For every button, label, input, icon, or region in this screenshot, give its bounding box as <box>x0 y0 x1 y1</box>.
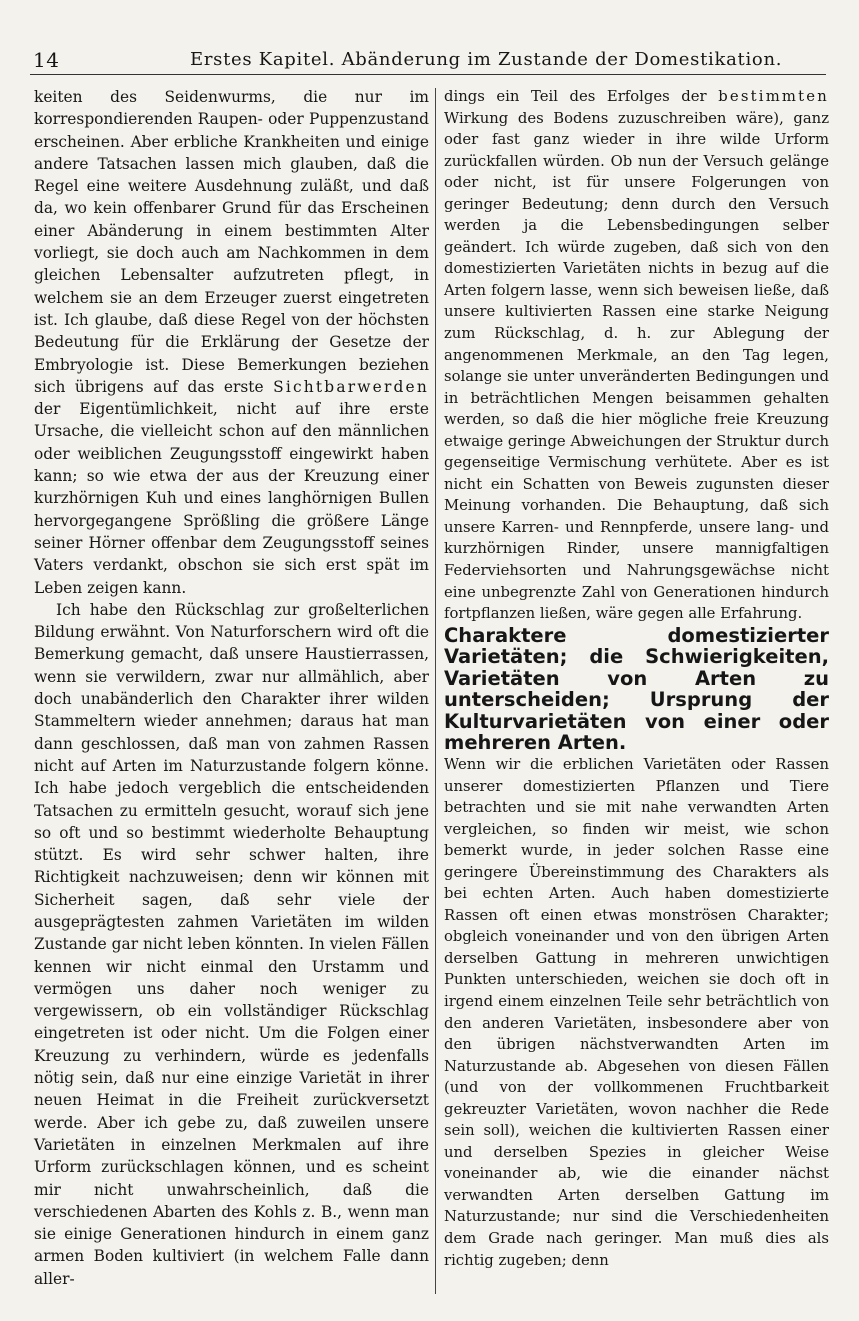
column-divider <box>435 88 436 1294</box>
paragraph-text: keiten des Seidenwurms, die nur im korrespondierenden Raupen- oder Puppenzustand erscheinen. Aber erbliche Krankheiten und einige andere Tatsachen lassen mich glauben, daß die Regel eine weitere Ausdehnung zuläßt, und daß da, wo kein offenbarer Grund für das Erscheinen einer Abänderung in einem bestimmten Alter vorliegt, sie doch auch am Nachkommen in dem gleichen Lebensalter aufzutreten pflegt, in welchem sie an dem Erzeuger zuerst eingetreten ist. Ich glaube, daß diese Regel von der höchsten Bedeutung für die Erklärung der Gesetze der Embryologie ist. Diese Bemerkungen beziehen sich übrigens auf das erste <box>34 88 429 396</box>
paragraph-left-1 <box>34 86 429 599</box>
section-heading: Charaktere domestizierter Varietäten; die Schwierigkeiten, Varietäten von Arten zu unterscheiden; Ursprung der Kulturvarietäten von einer oder mehreren Arten. <box>444 623 829 755</box>
left-column <box>34 86 429 1300</box>
paragraph-right-1 <box>444 86 829 625</box>
paragraph-text: Wirkung des Bodens zuzuschreiben wäre), ganz oder fast ganz wieder in ihre wilde Urform zurückfallen würden. Ob nun der Versuch gelänge oder nicht, ist für unsere Folgerungen von geringer Bedeutung; denn durch den Versuch werden ja die Lebensbedingungen selber geändert. Ich würde zugeben, daß sich von den domestizierten Varietäten nichts in bezug auf die Arten folgern lasse, wenn sich beweisen ließe, daß unsere kultivierten Rassen eine starke Neigung zum Rückschlag, d. h. zur Ablegung der angenommenen Merkmale, an den Tag legen, solange sie unter unveränderten Bedingungen und in beträchtlichen Mengen beisammen gehalten werden, so daß die hier mögliche freie Kreuzung etwaige geringe Abweichungen der Struktur durch gegenseitige Vermischung verhütete. Aber es ist nicht ein Schatten von Beweis zugunsten dieser Meinung vorhanden. Die Behauptung, daß sich unsere Karren- und Rennpferde, unsere lang- und kurzhörnigen Rinder, unsere mannigfaltigen Federviehsorten und Nahrungsgewächse nicht eine unbegrenzte Zahl von Generationen hindurch fortpflanzen ließen, wäre gegen alle Erfahrung. <box>444 109 829 623</box>
page-header <box>0 46 859 76</box>
spaced-emphasis: Sichtbarwerden <box>273 377 429 396</box>
spaced-emphasis: bestimmten <box>718 88 829 105</box>
right-column <box>444 86 829 1300</box>
paragraph-text: der Eigentümlichkeit, nicht auf ihre erste Ursache, die vielleicht schon auf den männlichen oder weiblichen Zeugungsstoff eingewirkt haben kann; so wie etwa der aus der Kreuzung einer kurzhörnigen Kuh und eines langhörnigen Bullen hervorgegangene Sprößling die größere Länge seiner Hörner offenbar dem Zeugungsstoff seines Vaters verdankt, obschon sie sich erst spät im Leben zeigen kann. <box>34 400 429 597</box>
header-rule <box>30 74 826 75</box>
page-number: 14 <box>33 48 60 72</box>
paragraph-text: dings ein Teil des Erfolges der <box>444 88 707 105</box>
running-head: Erstes Kapitel. Abänderung im Zustande der Domestikation. <box>190 49 783 70</box>
paragraph-right-2: Wenn wir die erblichen Varietäten oder Rassen unserer domestizierten Pflanzen und Tiere betrachten und sie mit nahe verwandten Arten vergleichen, so finden wir meist, wie schon bemerkt wurde, in jeder solchen Rasse eine geringere Übereinstimmung des Charakters als bei echten Arten. Auch haben domestizierte Rassen oft einen etwas monströsen Charakter; obgleich voneinander und von den übrigen Arten derselben Gattung in mehreren unwichtigen Punkten unterschieden, weichen sie doch oft in irgend einem einzelnen Teile sehr beträchtlich von den anderen Varietäten, insbesondere aber von den übrigen nächstverwandten Arten im Naturzustande ab. Abgesehen von diesen Fällen (und von der vollkommenen Fruchtbarkeit gekreuzter Varietäten, wovon nachher die Rede sein soll), weichen die kultivierten Rassen einer und derselben Spezies in gleicher Weise voneinander ab, wie die einander nächst verwandten Arten derselben Gattung im Naturzustande; nur sind die Verschiedenheiten dem Grade nach geringer. Man muß dies als richtig zugeben; denn <box>444 755 829 1269</box>
paragraph-left-2: Ich habe den Rückschlag zur großelterlichen Bildung erwähnt. Von Naturforschern wird oft die Bemerkung gemacht, daß unsere Haustierrassen, wenn sie verwildern, zwar nur allmählich, aber doch unabänderlich den Charakter ihrer wilden Stammeltern wieder annehmen; daraus hat man dann geschlossen, daß man von zahmen Rassen nicht auf Arten im Naturzustande folgern könne. Ich habe jedoch vergeblich die entscheidenden Tatsachen zu ermitteln gesucht, worauf sich jene so oft und so bestimmt wiederholte Behauptung stützt. Es wird sehr schwer halten, ihre Richtigkeit nachzuweisen; denn wir können mit Sicherheit sagen, daß sehr viele der ausgeprägtesten zahmen Varietäten im wilden Zustande gar nicht leben könnten. In vielen Fällen kennen wir nicht einmal den Urstamm und vermögen uns daher noch weniger zu vergewissern, ob ein vollständiger Rückschlag eingetreten ist oder nicht. Um die Folgen einer Kreuzung zu verhindern, würde es jedenfalls nötig sein, daß nur eine einzige Varietät in ihrer neuen Heimat in die Freiheit zurückversetzt werde. Aber ich gebe zu, daß zuweilen unsere Varietäten in einzelnen Merkmalen auf ihre Urform zurückschlagen können, und es scheint mir nicht unwahrscheinlich, daß die verschiedenen Abarten des Kohls z. B., wenn man sie einige Generationen hindurch in einem ganz armen Boden kultiviert (in welchem Falle dann aller- <box>34 600 429 1288</box>
